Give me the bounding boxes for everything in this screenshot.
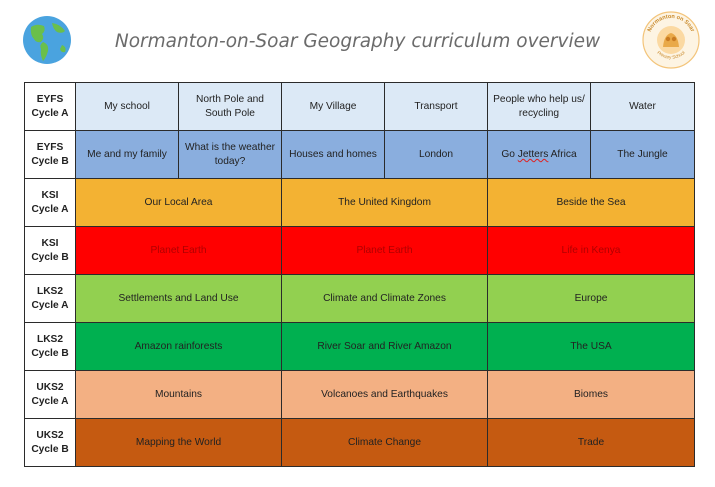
table-row — [25, 227, 695, 275]
topic-cell: Water — [591, 83, 695, 131]
topic-cell: Planet Earth — [282, 227, 488, 275]
table-row — [25, 131, 695, 179]
curriculum-table — [24, 82, 695, 467]
topic-cell: My Village — [282, 83, 385, 131]
row-label: KSI Cycle B — [25, 227, 76, 275]
topic-cell: Life in Kenya — [488, 227, 695, 275]
row-label: UKS2 Cycle A — [25, 371, 76, 419]
topic-cell: Amazon rainforests — [76, 323, 282, 371]
topic-cell: Mountains — [76, 371, 282, 419]
svg-text:Primary School: Primary School — [656, 49, 686, 60]
row-label: LKS2 Cycle B — [25, 323, 76, 371]
topic-cell: Planet Earth — [76, 227, 282, 275]
topic-cell: Climate Change — [282, 419, 488, 467]
table-row — [25, 371, 695, 419]
topic-cell: The USA — [488, 323, 695, 371]
page-title: Normanton-on-Soar Geography curriculum overview — [114, 31, 601, 52]
topic-cell: Mapping the World — [76, 419, 282, 467]
topic-cell: River Soar and River Amazon — [282, 323, 488, 371]
topic-cell: What is the weather today? — [179, 131, 282, 179]
row-label: EYFS Cycle B — [25, 131, 76, 179]
svg-text:Normanton on Soar: Normanton on Soar — [646, 13, 696, 33]
topic-cell: North Pole and South Pole — [179, 83, 282, 131]
topic-cell: Biomes — [488, 371, 695, 419]
topic-cell: The Jungle — [591, 131, 695, 179]
topic-cell: The United Kingdom — [282, 179, 488, 227]
row-label: KSI Cycle A — [25, 179, 76, 227]
table-row — [25, 179, 695, 227]
topic-cell: London — [385, 131, 488, 179]
row-label: UKS2 Cycle B — [25, 419, 76, 467]
row-label: EYFS Cycle A — [25, 83, 76, 131]
topic-cell: Climate and Climate Zones — [282, 275, 488, 323]
topic-cell: Settlements and Land Use — [76, 275, 282, 323]
topic-cell: Me and my family — [76, 131, 179, 179]
topic-cell: Transport — [385, 83, 488, 131]
table-row — [25, 83, 695, 131]
topic-cell: Europe — [488, 275, 695, 323]
topic-cell — [488, 131, 591, 179]
row-label: LKS2 Cycle A — [25, 275, 76, 323]
topic-text: Go Jetters Africa — [501, 148, 577, 160]
topic-cell: Beside the Sea — [488, 179, 695, 227]
table-row — [25, 275, 695, 323]
topic-cell: Trade — [488, 419, 695, 467]
topic-cell: Houses and homes — [282, 131, 385, 179]
topic-cell: Volcanoes and Earthquakes — [282, 371, 488, 419]
topic-cell: Our Local Area — [76, 179, 282, 227]
topic-cell: My school — [76, 83, 179, 131]
table-row — [25, 323, 695, 371]
topic-cell: People who help us/ recycling — [488, 83, 591, 131]
school-logo — [642, 11, 700, 69]
table-row — [25, 419, 695, 467]
